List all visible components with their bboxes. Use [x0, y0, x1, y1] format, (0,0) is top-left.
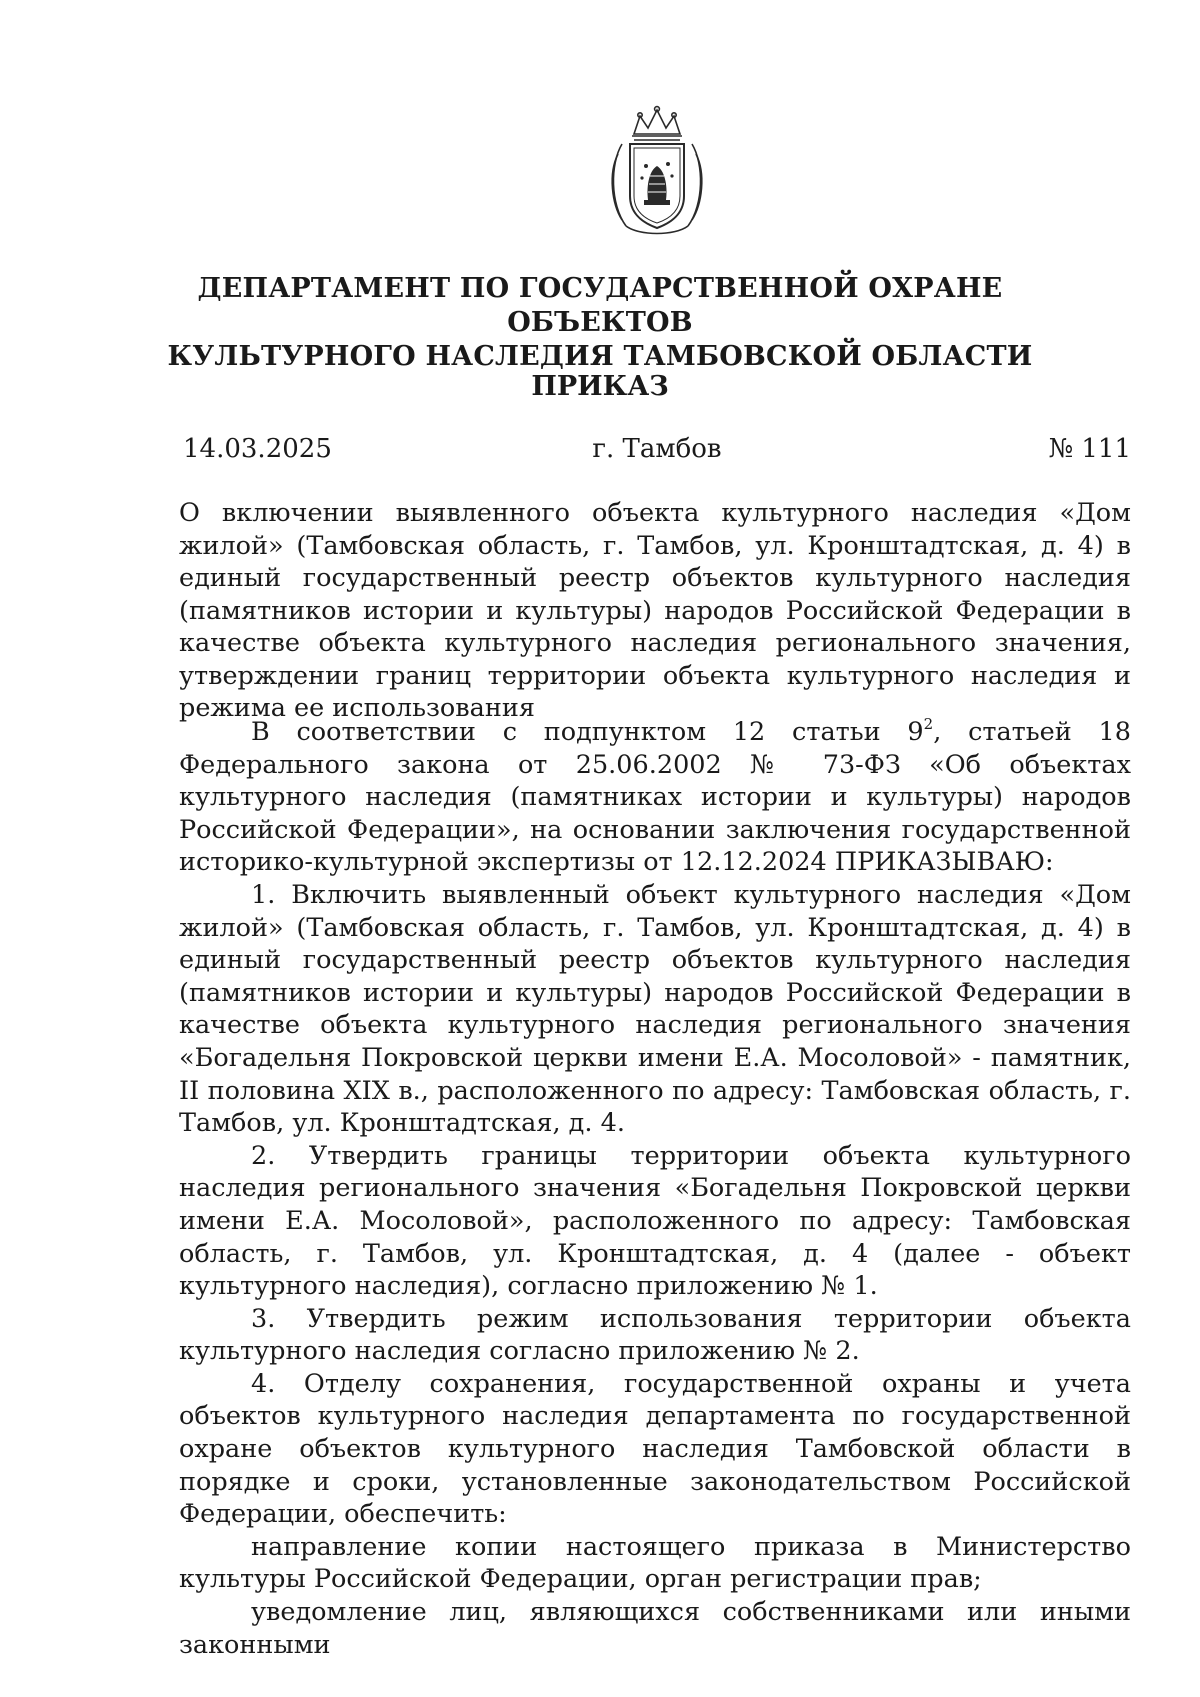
- preamble-text-1: В соответствии с подпунктом 12 статьи 9: [251, 717, 924, 747]
- coat-of-arms-icon: [604, 104, 710, 240]
- preamble-text-2: , статьей 18 Федерального закона от 25.06.2002 № 73-ФЗ «Об объектах культурного наследия (памятниках истории и культуры) народов Российской Федерации», на основании заключения государственной историко-культурной экспертизы от 12.12.2024 ПРИКАЗЫВАЮ:: [179, 717, 1131, 878]
- order-item-4-sub-2: уведомление лиц, являющихся собственниками или иными законными: [179, 1597, 1131, 1660]
- preamble-paragraph: [179, 716, 1131, 879]
- order-item-2: 2. Утвердить границы территории объекта культурного наследия регионального значения «Богадельня Покровской церкви имени Е.А. Мосоловой», расположенного по адресу: Тамбовская область, г. Тамбов, ул. Кронштадтская, д. 4 (далее - объект культурного наследия), согласно приложению № 1.: [179, 1140, 1131, 1302]
- document-number: № 111: [1048, 434, 1131, 464]
- order-item-4: 4. Отделу сохранения, государственной охраны и учета объектов культурного наследия департамента по государственной охране объектов культурного наследия Тамбовской области в порядке и сроки, установленные законодательством Российской Федерации, обеспечить:: [179, 1368, 1131, 1530]
- document-city: г. Тамбов: [592, 434, 722, 464]
- order-item-3: 3. Утвердить режим использования территории объекта культурного наследия согласно приложению № 2.: [179, 1303, 1131, 1367]
- preamble-superscript: 2: [923, 715, 934, 733]
- order-item-1: 1. Включить выявленный объект культурного наследия «Дом жилой» (Тамбовская область, г. Тамбов, ул. Кронштадтская, д. 4) в единый государственный реестр объектов культурного наследия (памятников истории и культуры) народов Российской Федерации в качестве объекта культурного наследия регионального значения «Богадельня Покровской церкви имени Е.А. Мосоловой» - памятник, II половина XIX в., расположенного по адресу: Тамбовская область, г. Тамбов, ул. Кронштадтская, д. 4.: [179, 879, 1131, 1139]
- organization-line-1: ДЕПАРТАМЕНТ ПО ГОСУДАРСТВЕННОЙ ОХРАНЕ ОБЪЕКТОВ: [197, 273, 1003, 338]
- document-body: [179, 716, 1131, 1661]
- document-type: ПРИКАЗ: [531, 371, 669, 402]
- document-date: 14.03.2025: [183, 434, 332, 464]
- document-subject: О включении выявленного объекта культурного наследия «Дом жилой» (Тамбовская область, г. Тамбов, ул. Кронштадтская, д. 4) в единый государственный реестр объектов культурного наследия (памятников истории и культуры) народов Российской Федерации в качестве объекта культурного наследия регионального значения, утверждении границ территории объекта культурного наследия и режима ее использования: [179, 498, 1131, 723]
- document-meta: [183, 433, 1131, 465]
- organization-name: [150, 272, 1050, 374]
- organization-line-2: КУЛЬТУРНОГО НАСЛЕДИЯ ТАМБОВСКОЙ ОБЛАСТИ: [167, 341, 1033, 372]
- order-item-4-sub-1: направление копии настоящего приказа в Министерство культуры Российской Федерации, орган регистрации прав;: [179, 1531, 1131, 1595]
